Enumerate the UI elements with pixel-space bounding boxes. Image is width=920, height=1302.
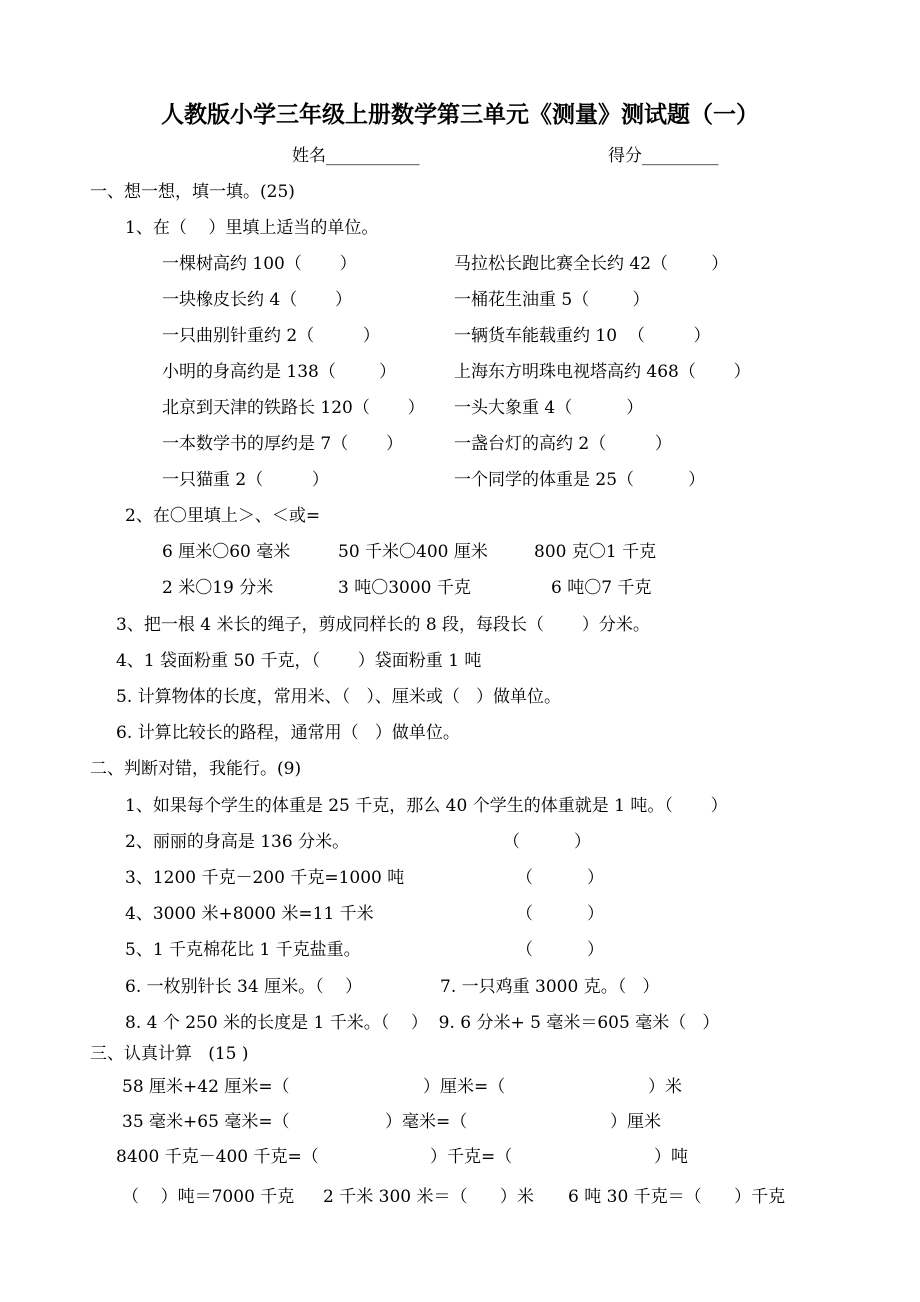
q1-right-item[interactable]: 一桶花生油重 5（ ）	[454, 290, 650, 310]
judge-item[interactable]: 1、如果每个学生的体重是 25 千克，那么 40 个学生的体重就是 1 吨。（ ）	[125, 796, 728, 816]
q1-right-item[interactable]: 马拉松长跑比赛全长约 42（ ）	[454, 254, 729, 274]
q2-compare-item[interactable]: 6 吨〇7 千克	[551, 578, 652, 598]
judge-item: 2、丽丽的身高是 136 分米。	[125, 832, 350, 852]
calc-expression: 8400 千克－400 千克=（	[116, 1147, 319, 1167]
calc-unit[interactable]: ）吨	[654, 1147, 688, 1167]
q1-left-item[interactable]: 一棵树高约 100（ ）	[162, 254, 357, 274]
q1-left-item[interactable]: 北京到天津的铁路长 120（ ）	[162, 398, 425, 418]
q1-left-item[interactable]: 小明的身高约是 138（ ）	[162, 362, 397, 382]
page-title: 人教版小学三年级上册数学第三单元《测量》测试题（一）	[161, 102, 759, 128]
judge-answer-paren[interactable]: （ ）	[516, 868, 605, 888]
judge-answer-paren[interactable]: （ ）	[516, 940, 605, 960]
calc-unit[interactable]: ）米	[648, 1077, 682, 1097]
q1-left-item[interactable]: 一本数学书的厚约是 7（ ）	[162, 434, 404, 454]
judge-item[interactable]: 6. 一枚别针长 34 厘米。（ ）	[125, 977, 363, 997]
q1-right-item[interactable]: 一个同学的体重是 25（ ）	[454, 470, 706, 490]
judge-item[interactable]: 7. 一只鸡重 3000 克。（ ）	[440, 977, 660, 997]
calc-expression: 35 毫米+65 毫米=（	[122, 1112, 290, 1132]
section3-heading: 三、认真计算 (15 )	[90, 1044, 249, 1064]
calc-item[interactable]: （ ）吨＝7000 千克	[122, 1187, 295, 1207]
calc-expression: 58 厘米+42 厘米=（	[122, 1077, 290, 1097]
q3-item[interactable]: 3、把一根 4 米长的绳子，剪成同样长的 8 段，每段长（ ）分米。	[116, 615, 650, 635]
q2-compare-item[interactable]: 6 厘米〇60 毫米	[162, 542, 291, 562]
score-field[interactable]: 得分_________	[608, 146, 719, 166]
q1-left-item[interactable]: 一块橡皮长约 4（ ）	[162, 290, 353, 310]
q2-compare-item[interactable]: 800 克〇1 千克	[534, 542, 657, 562]
q1-right-item[interactable]: 一头大象重 4（ ）	[454, 398, 644, 418]
section1-heading: 一、想一想，填一填。(25)	[90, 182, 295, 202]
calc-item[interactable]: 6 吨 30 千克＝（ ）千克	[568, 1187, 786, 1207]
q1-right-item[interactable]: 上海东方明珠电视塔高约 468（ ）	[454, 362, 751, 382]
q2-compare-item[interactable]: 3 吨〇3000 千克	[338, 578, 471, 598]
calc-blank[interactable]: ）千克=（	[430, 1147, 513, 1167]
q6-item[interactable]: 6. 计算比较长的路程，通常用（ ）做单位。	[116, 723, 460, 743]
judge-answer-paren[interactable]: （ ）	[503, 832, 592, 852]
q2-prompt: 2、在〇里填上＞、＜或=	[125, 506, 321, 526]
q5-item[interactable]: 5. 计算物体的长度，常用米、（ ）、厘米或（ ）做单位。	[116, 687, 562, 707]
q1-right-item[interactable]: 一辆货车能载重约 10 （ ）	[454, 326, 711, 346]
judge-item: 3、1200 千克－200 千克=1000 吨	[125, 868, 405, 888]
q1-right-item[interactable]: 一盏台灯的高约 2（ ）	[454, 434, 672, 454]
judge-item: 4、3000 米+8000 米=11 千米	[125, 904, 374, 924]
calc-blank[interactable]: ）毫米=（	[385, 1112, 468, 1132]
q1-prompt: 1、在（ ）里填上适当的单位。	[125, 218, 379, 238]
judge-answer-paren[interactable]: （ ）	[516, 904, 605, 924]
q4-item[interactable]: 4、1 袋面粉重 50 千克，（ ）袋面粉重 1 吨	[116, 651, 482, 671]
q1-left-item[interactable]: 一只猫重 2（ ）	[162, 470, 329, 490]
judge-item[interactable]: 8. 4 个 250 米的长度是 1 千米。（ ） 9. 6 分米+ 5 毫米＝605 毫米（ ）	[125, 1013, 720, 1033]
q2-compare-item[interactable]: 50 千米〇400 厘米	[338, 542, 488, 562]
calc-blank[interactable]: ）厘米=（	[423, 1077, 506, 1097]
q1-left-item[interactable]: 一只曲别针重约 2（ ）	[162, 326, 380, 346]
name-field[interactable]: 姓名___________	[292, 146, 420, 166]
calc-item[interactable]: 2 千米 300 米＝（ ）米	[323, 1187, 534, 1207]
q2-compare-item[interactable]: 2 米〇19 分米	[162, 578, 274, 598]
judge-item: 5、1 千克棉花比 1 千克盐重。	[125, 940, 361, 960]
section2-heading: 二、判断对错，我能行。(9)	[90, 759, 302, 779]
calc-unit[interactable]: ）厘米	[610, 1112, 661, 1132]
